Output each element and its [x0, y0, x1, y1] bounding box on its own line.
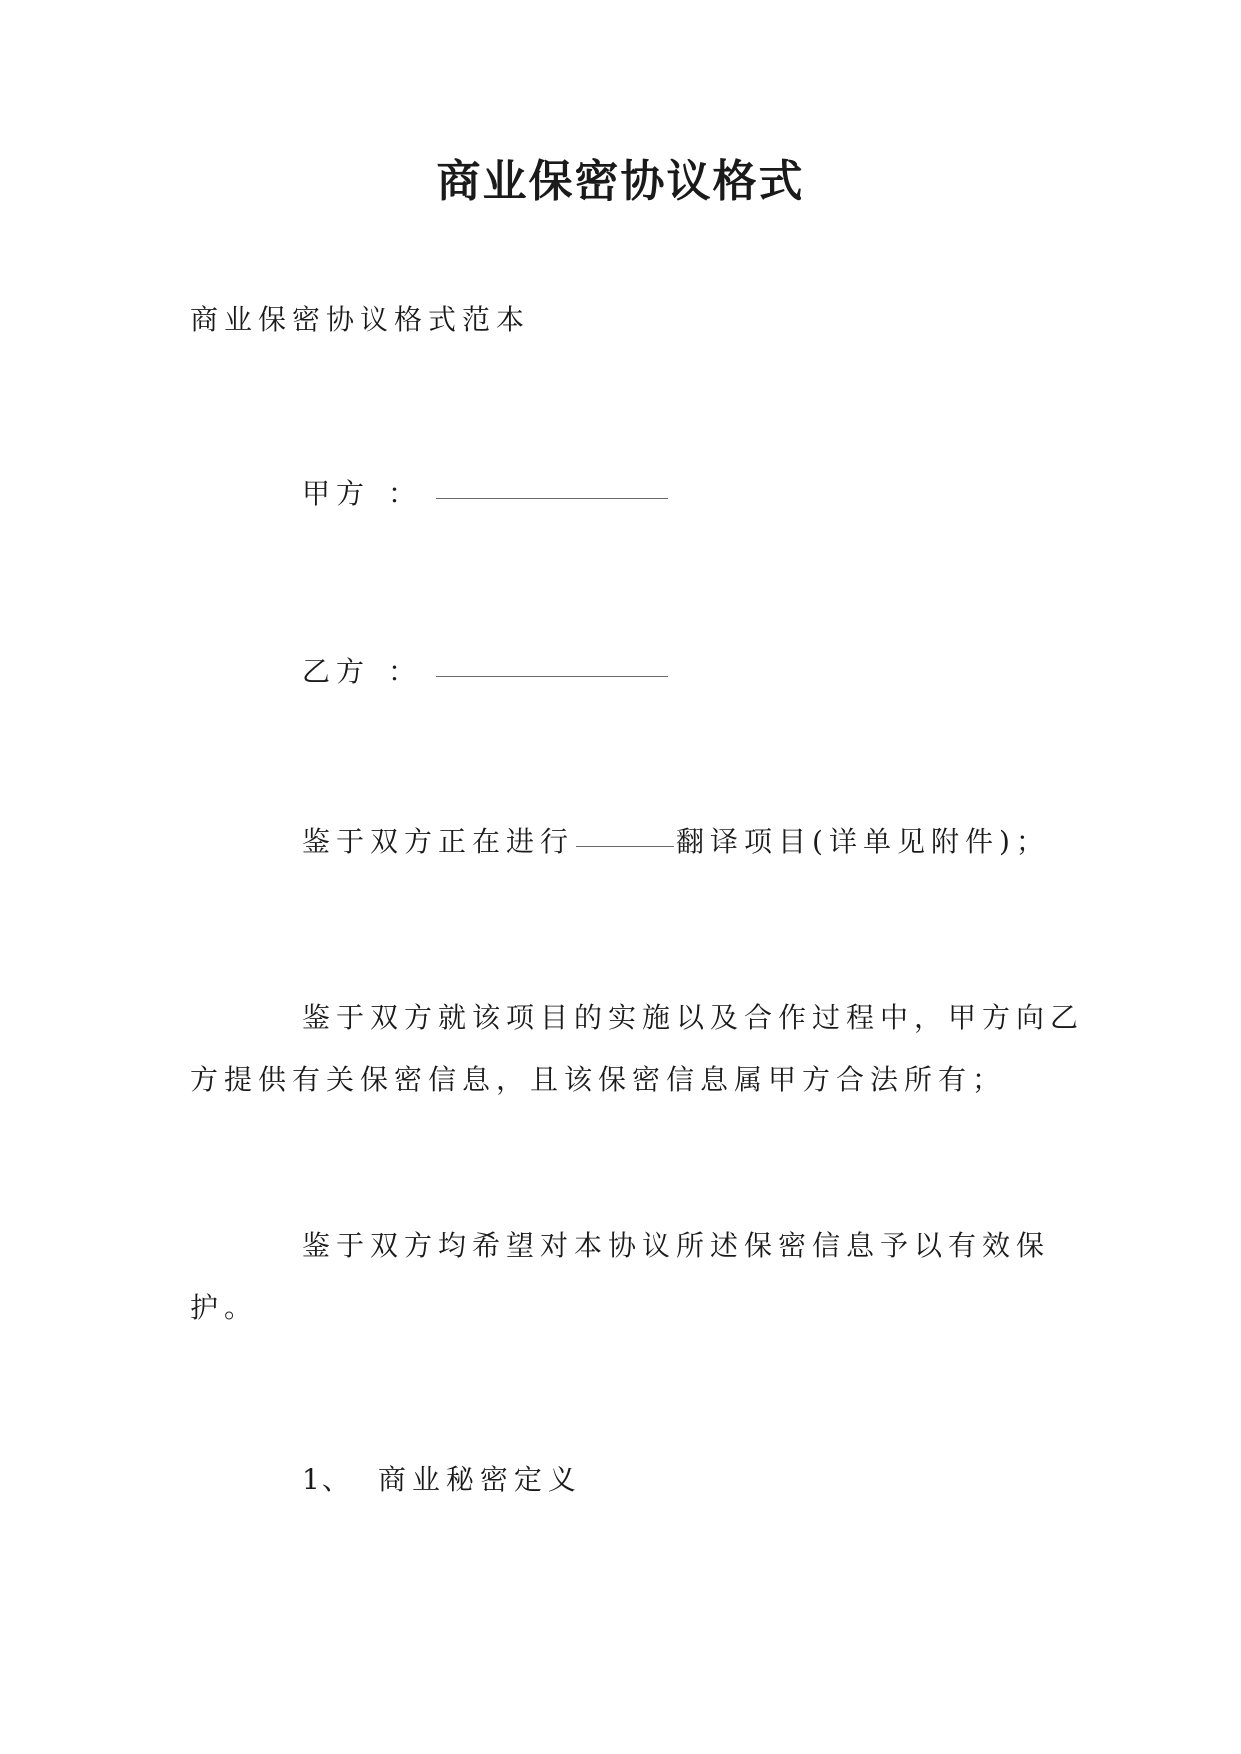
- section-title: 商业秘密定义: [377, 1463, 582, 1496]
- party-b-blank: [436, 675, 668, 677]
- recital-info-line2: 方提供有关保密信息，且该保密信息属甲方合法所有；: [190, 1063, 1007, 1096]
- recital-project-suffix: 翻译项目(详单见附件)；: [676, 825, 1050, 858]
- document-title: 商业保密协议格式: [436, 156, 805, 207]
- party-a-label: 甲方: [302, 477, 371, 510]
- party-a-row: [302, 474, 668, 514]
- party-a-colon: ：: [388, 477, 423, 510]
- party-b-row: [302, 652, 668, 692]
- recital-protection-line1: 鉴于双方均希望对本协议所述保密信息予以有效保: [302, 1229, 1051, 1262]
- recital-project: [302, 822, 1050, 862]
- recital-protection-line2: 护。: [190, 1291, 259, 1324]
- recital-project-prefix: 鉴于双方正在进行: [302, 825, 575, 858]
- project-name-blank: [576, 845, 674, 847]
- document-subtitle: 商业保密协议格式范本: [190, 303, 531, 336]
- party-a-blank: [436, 497, 668, 499]
- party-b-colon: ：: [388, 655, 423, 688]
- section-number: 1、: [302, 1463, 352, 1496]
- recital-info-line1: 鉴于双方就该项目的实施以及合作过程中，甲方向乙: [302, 1001, 1085, 1034]
- section-heading: [302, 1460, 582, 1500]
- party-b-label: 乙方: [302, 655, 371, 688]
